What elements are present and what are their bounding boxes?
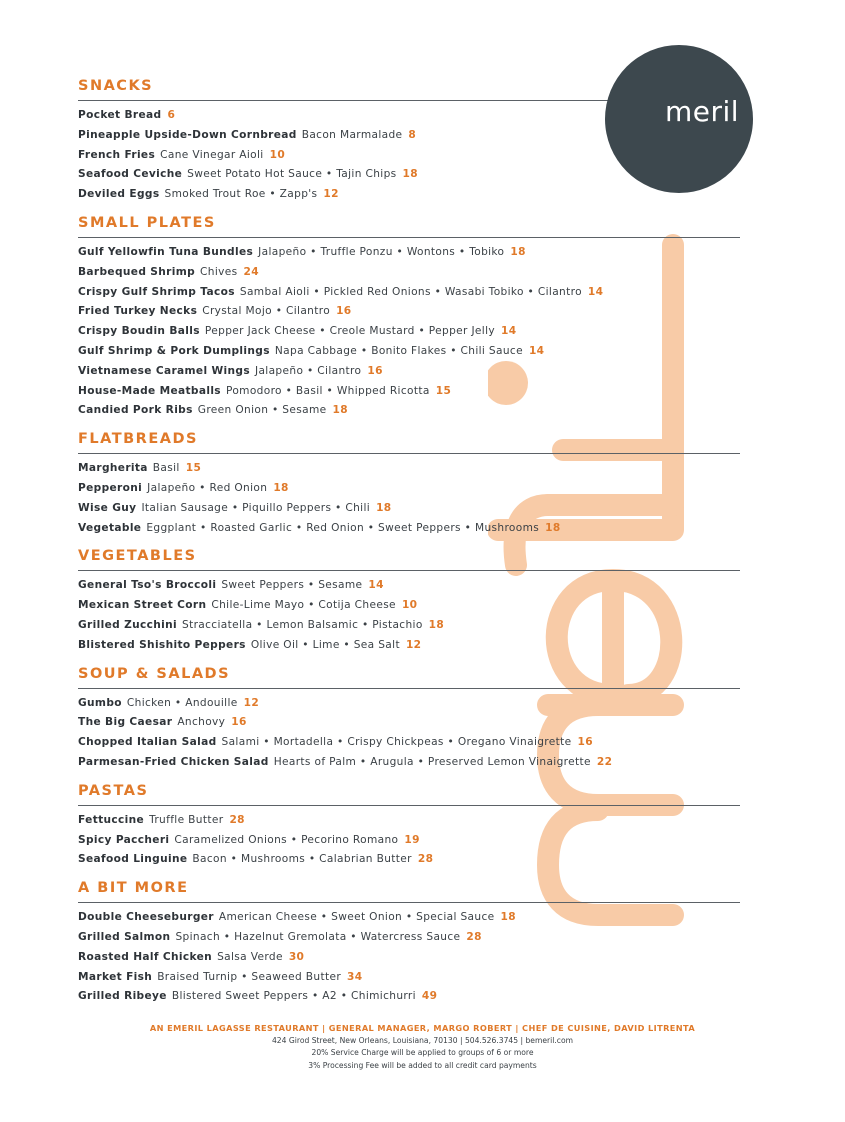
item-name: Mexican Street Corn — [78, 599, 207, 612]
item-description: Green Onion • Sesame — [197, 404, 327, 417]
item-description: Basil — [152, 462, 180, 475]
item-description: Chicken • Andouille — [126, 696, 238, 709]
item-description: Caramelized Onions • Pecorino Romano — [174, 833, 399, 846]
item-price: 18 — [510, 245, 526, 258]
footer-address: 424 Girod Street, New Orleans, Louisiana, 70130 | 504.526.3745 | bemeril.com — [271, 1035, 574, 1045]
item-name: Fried Turkey Necks — [78, 305, 198, 318]
item-description: Blistered Sweet Peppers • A2 • Chimichurri — [171, 990, 416, 1003]
item-description: Jalapeño • Red Onion — [147, 481, 268, 494]
item-name: Wise Guy — [78, 501, 137, 514]
menu-item — [78, 596, 740, 616]
menu-item — [78, 987, 740, 1007]
item-price: 28 — [417, 853, 434, 866]
item-name: Gulf Shrimp & Pork Dumplings — [78, 344, 270, 357]
footer-processing-fee: 3% Processing Fee will be added to all credit card payments — [308, 1060, 537, 1070]
item-price: 18 — [402, 168, 418, 181]
menu-item — [78, 968, 740, 988]
item-price: 8 — [408, 128, 417, 141]
menu-section — [78, 546, 740, 655]
item-price: 34 — [347, 970, 363, 983]
item-name: Pineapple Upside-Down Cornbread — [78, 128, 297, 141]
item-description: American Cheese • Sweet Onion • Special Sauce — [218, 911, 495, 924]
item-price: 14 — [368, 579, 384, 592]
item-price: 49 — [421, 990, 438, 1003]
menu-item — [78, 928, 740, 948]
item-name: Gulf Yellowfin Tuna Bundles — [78, 245, 254, 258]
item-name: Parmesan-Fried Chicken Salad — [78, 755, 269, 768]
item-name: House-Made Meatballs — [78, 384, 221, 397]
item-description: Bacon • Mushrooms • Calabrian Butter — [192, 853, 412, 866]
item-description: Chile-Lime Mayo • Cotija Cheese — [211, 599, 396, 612]
menu-item — [78, 831, 740, 851]
item-name: Vietnamese Caramel Wings — [78, 364, 250, 377]
item-description: Pepper Jack Cheese • Creole Mustard • Pepper Jelly — [204, 325, 495, 338]
item-name: Seafood Linguine — [78, 853, 188, 866]
item-price: 16 — [577, 736, 593, 749]
menu-item — [78, 811, 740, 831]
item-name: Fettuccine — [78, 813, 145, 826]
menu-item — [78, 908, 740, 928]
item-name: Pocket Bread — [78, 109, 162, 121]
item-description: Bacon Marmalade — [301, 128, 403, 141]
menu-item — [78, 263, 740, 283]
item-name: Roasted Half Chicken — [78, 950, 213, 963]
item-price: 12 — [243, 696, 260, 709]
item-description: Sweet Peppers • Sesame — [221, 579, 363, 592]
menu-item — [78, 576, 740, 596]
item-name: Seafood Ceviche — [78, 168, 183, 181]
item-description: Olive Oil • Lime • Sea Salt — [250, 638, 400, 651]
menu-item — [78, 753, 740, 773]
item-name: Crispy Gulf Shrimp Tacos — [78, 285, 235, 298]
section-title: SOUP & SALADS — [78, 664, 740, 689]
item-name: Market Fish — [78, 970, 153, 983]
menu-section — [78, 878, 740, 1007]
item-price: 16 — [367, 364, 383, 377]
section-title: VEGETABLES — [78, 546, 740, 571]
item-price: 16 — [336, 305, 352, 318]
item-price: 6 — [167, 109, 176, 121]
menu-item — [78, 636, 740, 656]
item-name: General Tso's Broccoli — [78, 579, 217, 592]
item-name: Barbequed Shrimp — [78, 265, 196, 278]
menu-item — [78, 733, 740, 753]
item-price: 14 — [587, 285, 604, 298]
item-name: Margherita — [78, 462, 148, 475]
item-name: Deviled Eggs — [78, 188, 160, 201]
item-description: Chives — [200, 265, 238, 278]
item-name: Grilled Ribeye — [78, 990, 167, 1003]
item-price: 12 — [323, 188, 339, 201]
section-title: SMALL PLATES — [78, 213, 740, 238]
item-name: Chopped Italian Salad — [78, 736, 217, 749]
menu-item — [78, 459, 740, 479]
menu-item — [78, 479, 740, 499]
menu-item — [78, 850, 740, 870]
menu-item — [78, 243, 740, 263]
item-price: 14 — [501, 325, 517, 338]
menu-item — [78, 302, 740, 322]
menu-item — [78, 948, 740, 968]
footer-credits: AN EMERIL LAGASSE RESTAURANT | GENERAL MANAGER, MARGO ROBERT | CHEF DE CUISINE, DAVID LITRENTA — [149, 1023, 696, 1033]
item-description: Salsa Verde — [217, 950, 283, 963]
menu-item — [78, 362, 740, 382]
item-description: Smoked Trout Roe • Zapp's — [164, 188, 318, 201]
menu-section — [78, 781, 740, 870]
item-price: 18 — [332, 404, 348, 417]
item-price: 18 — [376, 501, 392, 514]
item-price: 18 — [500, 911, 516, 924]
item-name: Pepperoni — [78, 481, 143, 494]
item-name: Double Cheeseburger — [78, 911, 214, 924]
menu-item — [78, 694, 740, 714]
item-name: Gumbo — [78, 696, 122, 709]
item-description: Jalapeño • Cilantro — [254, 364, 362, 377]
item-description: Sweet Potato Hot Sauce • Tajin Chips — [187, 168, 397, 181]
item-description: Cane Vinegar Aioli — [160, 148, 264, 161]
item-price: 10 — [401, 599, 418, 612]
footer — [0, 1022, 845, 1072]
item-name: Grilled Zucchini — [78, 618, 177, 631]
section-title: PASTAS — [78, 781, 740, 806]
section-title: SNACKS — [78, 76, 740, 101]
item-price: 16 — [231, 716, 247, 729]
item-price: 14 — [528, 344, 545, 357]
item-price: 18 — [428, 618, 445, 631]
item-price: 18 — [273, 481, 289, 494]
section-title: FLATBREADS — [78, 429, 740, 454]
item-price: 22 — [596, 755, 613, 768]
menu-section — [78, 664, 740, 773]
item-name: Candied Pork Ribs — [78, 404, 193, 417]
menu-item — [78, 713, 740, 733]
item-description: Jalapeño • Truffle Ponzu • Wontons • Tobiko — [258, 245, 505, 258]
menu-item — [78, 283, 740, 303]
menu-item — [78, 401, 740, 421]
item-name: Grilled Salmon — [78, 930, 171, 943]
item-name: Blistered Shishito Peppers — [78, 638, 246, 651]
item-price: 28 — [229, 813, 245, 826]
meril-logo — [605, 45, 753, 193]
item-price: 19 — [404, 833, 420, 846]
menu-item — [78, 519, 740, 539]
item-description: Spinach • Hazelnut Gremolata • Watercress Sauce — [175, 930, 461, 943]
section-title: A BIT MORE — [78, 878, 740, 903]
item-name: Crispy Boudin Balls — [78, 325, 200, 338]
footer-service-charge: 20% Service Charge will be applied to groups of 6 or more — [311, 1048, 534, 1057]
item-price: 15 — [435, 384, 452, 397]
item-description: Anchovy — [177, 716, 226, 729]
item-description: Eggplant • Roasted Garlic • Red Onion • Sweet Peppers • Mushrooms — [146, 521, 540, 534]
item-description: Italian Sausage • Piquillo Peppers • Chili — [141, 501, 371, 514]
item-price: 30 — [288, 950, 305, 963]
item-description: Napa Cabbage • Bonito Flakes • Chili Sauce — [274, 344, 523, 357]
item-description: Stracciatella • Lemon Balsamic • Pistachio — [182, 618, 423, 631]
item-price: 12 — [405, 638, 422, 651]
menu-item — [78, 342, 740, 362]
logo-text: meril — [665, 95, 740, 128]
item-name: Spicy Paccheri — [78, 833, 170, 846]
item-description: Pomodoro • Basil • Whipped Ricotta — [225, 384, 430, 397]
item-description: Truffle Butter — [149, 813, 224, 826]
menu — [78, 76, 740, 1015]
item-description: Sambal Aioli • Pickled Red Onions • Wasabi Tobiko • Cilantro — [239, 285, 582, 298]
item-description: Hearts of Palm • Arugula • Preserved Lemon Vinaigrette — [273, 755, 591, 768]
item-description: Salami • Mortadella • Crispy Chickpeas • Oregano Vinaigrette — [221, 736, 572, 749]
item-description: Braised Turnip • Seaweed Butter — [157, 970, 342, 983]
menu-item — [78, 185, 740, 205]
item-price: 10 — [269, 148, 286, 161]
menu-item — [78, 616, 740, 636]
item-price: 18 — [545, 521, 561, 534]
item-name: Vegetable — [78, 521, 142, 534]
menu-item — [78, 382, 740, 402]
item-name: French Fries — [78, 148, 156, 161]
item-name: The Big Caesar — [78, 716, 173, 729]
menu-section — [78, 213, 740, 421]
item-price: 15 — [185, 462, 202, 475]
item-description: Crystal Mojo • Cilantro — [202, 305, 331, 318]
menu-item — [78, 322, 740, 342]
menu-section — [78, 429, 740, 538]
item-price: 24 — [243, 265, 259, 278]
item-price: 28 — [466, 930, 482, 943]
menu-item — [78, 499, 740, 519]
